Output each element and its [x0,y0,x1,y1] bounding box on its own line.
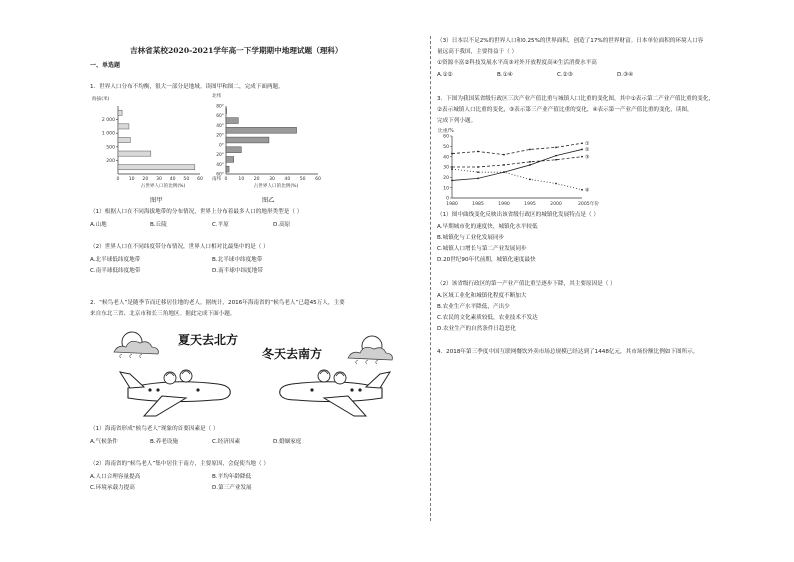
q4-stem: 4．2018年第三季度中国互联网餐饮外卖市场总规模已经达到了1448亿元，其市场份额比例如下图所示。 [437,349,699,355]
q2-sub2-opt-d: D.第三产业发展 [212,485,252,491]
line-x-tick-label: 2005年份 [578,202,599,207]
q2-sub1-opt-a: A.气候条件 [90,439,118,445]
yi-x-tick-label: 60 [315,177,321,182]
line-point [529,161,531,163]
line-series-label: ④ [585,187,590,194]
q2-sub2-opt-b: B.平均年龄降低 [212,474,252,480]
line-point [503,171,505,173]
line-series-3 [452,157,582,167]
figure-jia-chart [90,92,210,200]
q2-sub3-opt-a: A.①② [437,72,453,78]
line-y-tick-label: 20 [443,175,449,181]
yi-y-tick-label: 20° [216,153,224,159]
yi-bar [226,166,229,172]
yi-y-tick-label: 40° [216,162,224,168]
q1-sub2-opt-d: D.南半球中纬度地带 [212,268,263,274]
q3-sub2-opt-a: A.区域工业化和城镇化程度不断加大 [437,293,527,299]
line-point [529,149,531,151]
jia-x-tick-label: 50 [183,177,190,182]
yi-y-tick-label: 40° [216,123,224,129]
q1-sub2: （2）世界人口在不同纬度带分布情况，世界人口相对比最集中的是（ ） [90,244,269,250]
line-point [581,189,583,191]
yi-side-label-bottom: 南纬 [212,177,222,182]
line-point [503,164,505,166]
line-x-tick-label: 1995 [524,202,536,207]
q2-sub3-opt-c: C.②③ [557,72,573,78]
sun-cloud-right-icon [348,336,392,364]
jia-x-tick-label: 20 [142,177,149,182]
yi-y-tick-label: 60° [216,114,224,120]
line-point [529,179,531,181]
q2-sub2-opt-a: A.人口合理容量提高 [90,474,141,480]
line-y-label: 比重/% [438,129,454,134]
q2-sub3-line1: （3）日本以不足2%的世界人口和0.25%的世界面积，创造了17%的世界财富。日本单位面积的环境人口容 [437,38,704,44]
line-point [451,166,453,168]
yi-y-tick-label: 80° [216,104,224,110]
yi-y-tick-label: 0° [219,143,224,149]
q3-stem-line3: 完成下列小题。 [437,118,477,124]
airplane-left-icon [120,370,230,416]
line-point [581,149,583,151]
q2-sub3-line2: 量远高于我国，主要得益于（ ） [437,49,518,55]
q2-sub2-opt-c: C.环境承载力提高 [90,485,135,491]
line-point [477,151,479,153]
line-point [555,155,557,157]
yi-x-label: 占世界人口的比例(%) [253,184,299,189]
cartoon-left-label: 夏天去北方 [178,333,239,347]
yi-x-tick-label: 50 [299,177,306,182]
q3-stem-line1: 3．下图为我国某省级行政区三次产业产值比重与城镇人口比重的变化图，其中①表示第二产业产值比重的变化， [437,96,715,102]
yi-bar [226,118,238,124]
jia-x-tick-label: 0 [116,177,120,182]
jia-x-tick-label: 30 [156,177,162,182]
yi-side-label-top: 北纬 [212,94,222,99]
line-y-tick-label: 40 [443,155,449,161]
line-point [451,153,453,155]
q1-sub1-opt-a: A.山地 [90,222,107,228]
line-y-tick-label: 0 [446,196,449,202]
q2-stem-line2: 来自东北三省、北京市和长三角地区。据此完成下面小题。 [90,311,236,317]
q3-stem-line2: ②表示城镇人口比重的变化，③表示第三产业产值比重的变化，④表示第一产业产值比重的变化，读图， [437,107,693,113]
yi-x-tick-label: 40 [284,177,291,182]
yi-bar [226,137,269,143]
q3-sub1-opt-a: A.早期城市化的速度快，城镇化水平较低 [437,224,538,230]
q1-sub2-opt-b: B.北半球中纬度地带 [212,257,263,263]
figure-jia-caption: 图甲 [150,197,163,204]
jia-bar [118,124,129,129]
jia-bar [118,165,195,170]
line-point [503,154,505,156]
paper-title: 吉林省某校2020-2021学年高一下学期期中地理试题（理科） [130,46,343,55]
yi-x-tick-label: 0 [224,177,228,182]
figure-yi-caption: 图乙 [262,197,275,204]
yi-bar [226,157,234,163]
jia-x-tick-label: 60 [197,177,203,182]
q1-stem: 1．世界人口分布不均衡，很大一部分是地域。读图甲和图二，完成下面两题。 [90,84,284,90]
jia-y-tick-label: 2 000 [101,118,115,124]
line-point [555,146,557,148]
line-point [581,142,583,144]
q1-sub1-opt-b: B.丘陵 [150,222,167,228]
q1-sub2-opt-c: C.南半球低纬度地带 [90,268,141,274]
line-series-label: ① [585,141,590,148]
yi-x-tick-label: 10 [238,177,245,182]
line-series-1 [452,143,582,154]
q3-sub2-opt-d: D.农业生产的自然条件日趋恶化 [437,326,516,332]
q2-sub1-opt-c: C.经济因素 [212,439,241,445]
line-y-tick-label: 50 [443,144,449,150]
line-x-tick-label: 1980 [446,202,458,207]
line-point [581,156,583,158]
q3-sub1-opt-b: B.城镇化与工业化发展同步 [437,235,505,241]
line-point [477,171,479,173]
column-divider [430,36,431,521]
line-point [529,164,531,166]
q2-stem-line1: 2．“候鸟老人”是随季节而迁移居住地的老人。据统计，2016年海南省的“候鸟老人”已超45万人，主要 [90,300,345,306]
line-x-tick-label: 1985 [472,202,484,207]
airplane-right-icon [280,370,390,416]
jia-x-label: 占世界人口的比例(%) [140,184,186,189]
line-series-label: ② [585,147,590,154]
q2-sub3-opt-b: B.①④ [497,72,513,78]
line-point [477,177,479,179]
q1-sub1-opt-d: D.高原 [273,222,291,228]
cartoon-right-label: 冬天去南方 [262,347,323,361]
yi-bar [226,147,241,153]
q1-sub1-opt-c: C.平原 [212,222,229,228]
line-series-2 [452,149,582,180]
q3-sub1-opt-c: C.城镇人口增长与第二产业发展同步 [437,246,527,252]
line-y-tick-label: 30 [443,165,449,171]
section-heading: 一、单选题 [90,62,121,69]
jia-x-tick-label: 10 [128,177,135,182]
yi-x-tick-label: 20 [253,177,260,182]
q3-sub1-opt-d: D.20世纪90年代前期，城镇化速度最快 [437,257,536,263]
q2-sub1-opt-d: D.婚姻家庭 [273,439,302,445]
q3-sub1: （1）图中曲线变化反映出该省级行政区的城镇化发展特点是（ ） [437,212,599,218]
line-point [477,166,479,168]
line-x-tick-label: 1990 [498,202,510,207]
migrating-elders-cartoon [110,326,400,420]
line-y-tick-label: 60 [443,134,449,140]
jia-y-tick-label: 500 [106,145,115,151]
figure-yi-chart [210,92,330,200]
q3-sub2: （2）该省级行政区的第一产业产值比重呈逐步下降，其主要原因是（ ） [437,281,616,287]
q2-sub2: （2）海南省的“候鸟老人”集中居住于南方，主要原因，会促使当地（ ） [90,461,269,467]
jia-y-tick-label: 200 [106,158,115,164]
yi-bar [226,108,227,114]
line-series-4 [452,169,582,190]
jia-bar [118,137,130,142]
q3-sub2-opt-b: B.农业生产水平降低，产出少 [437,304,510,310]
line-point [555,183,557,185]
line-series-label: ③ [585,154,590,161]
yi-y-tick-label: 60° [216,172,224,178]
yi-y-tick-label: 20° [216,133,224,139]
line-point [451,168,453,170]
industry-structure-line-chart [432,126,632,208]
q2-sub3-line3: ①资源丰富②科技发展水平高③对外开放程度高④生活消费水平高 [437,60,597,66]
jia-y-tick-label: 1 000 [101,131,115,137]
q2-sub1-opt-b: B.养老设施 [150,439,178,445]
sun-cloud-left-icon [114,332,158,358]
jia-bar [118,151,151,156]
yi-x-tick-label: 30 [269,177,275,182]
line-point [451,180,453,182]
q1-sub2-opt-a: A.北半球低纬度地带 [90,257,141,263]
line-point [555,159,557,161]
q1-sub1: （1）根据人口在不同海拔地带的分布情况，世界上分布着最多人口的地形类型是（ ） [90,209,303,215]
yi-bar [226,127,297,133]
jia-bar [118,110,122,115]
q3-sub2-opt-c: C.农民的文化素质较低，农业技术不发达 [437,315,538,321]
q2-sub3-opt-d: D.③④ [617,72,634,78]
line-x-tick-label: 2000 [550,202,562,207]
jia-y-unit: 海拔(米) [92,97,110,102]
q2-sub1: （1）海南省形成“候鸟老人”现象的首要因素是（ ） [90,426,219,432]
line-y-tick-label: 10 [443,186,449,192]
jia-x-tick-label: 40 [169,177,176,182]
